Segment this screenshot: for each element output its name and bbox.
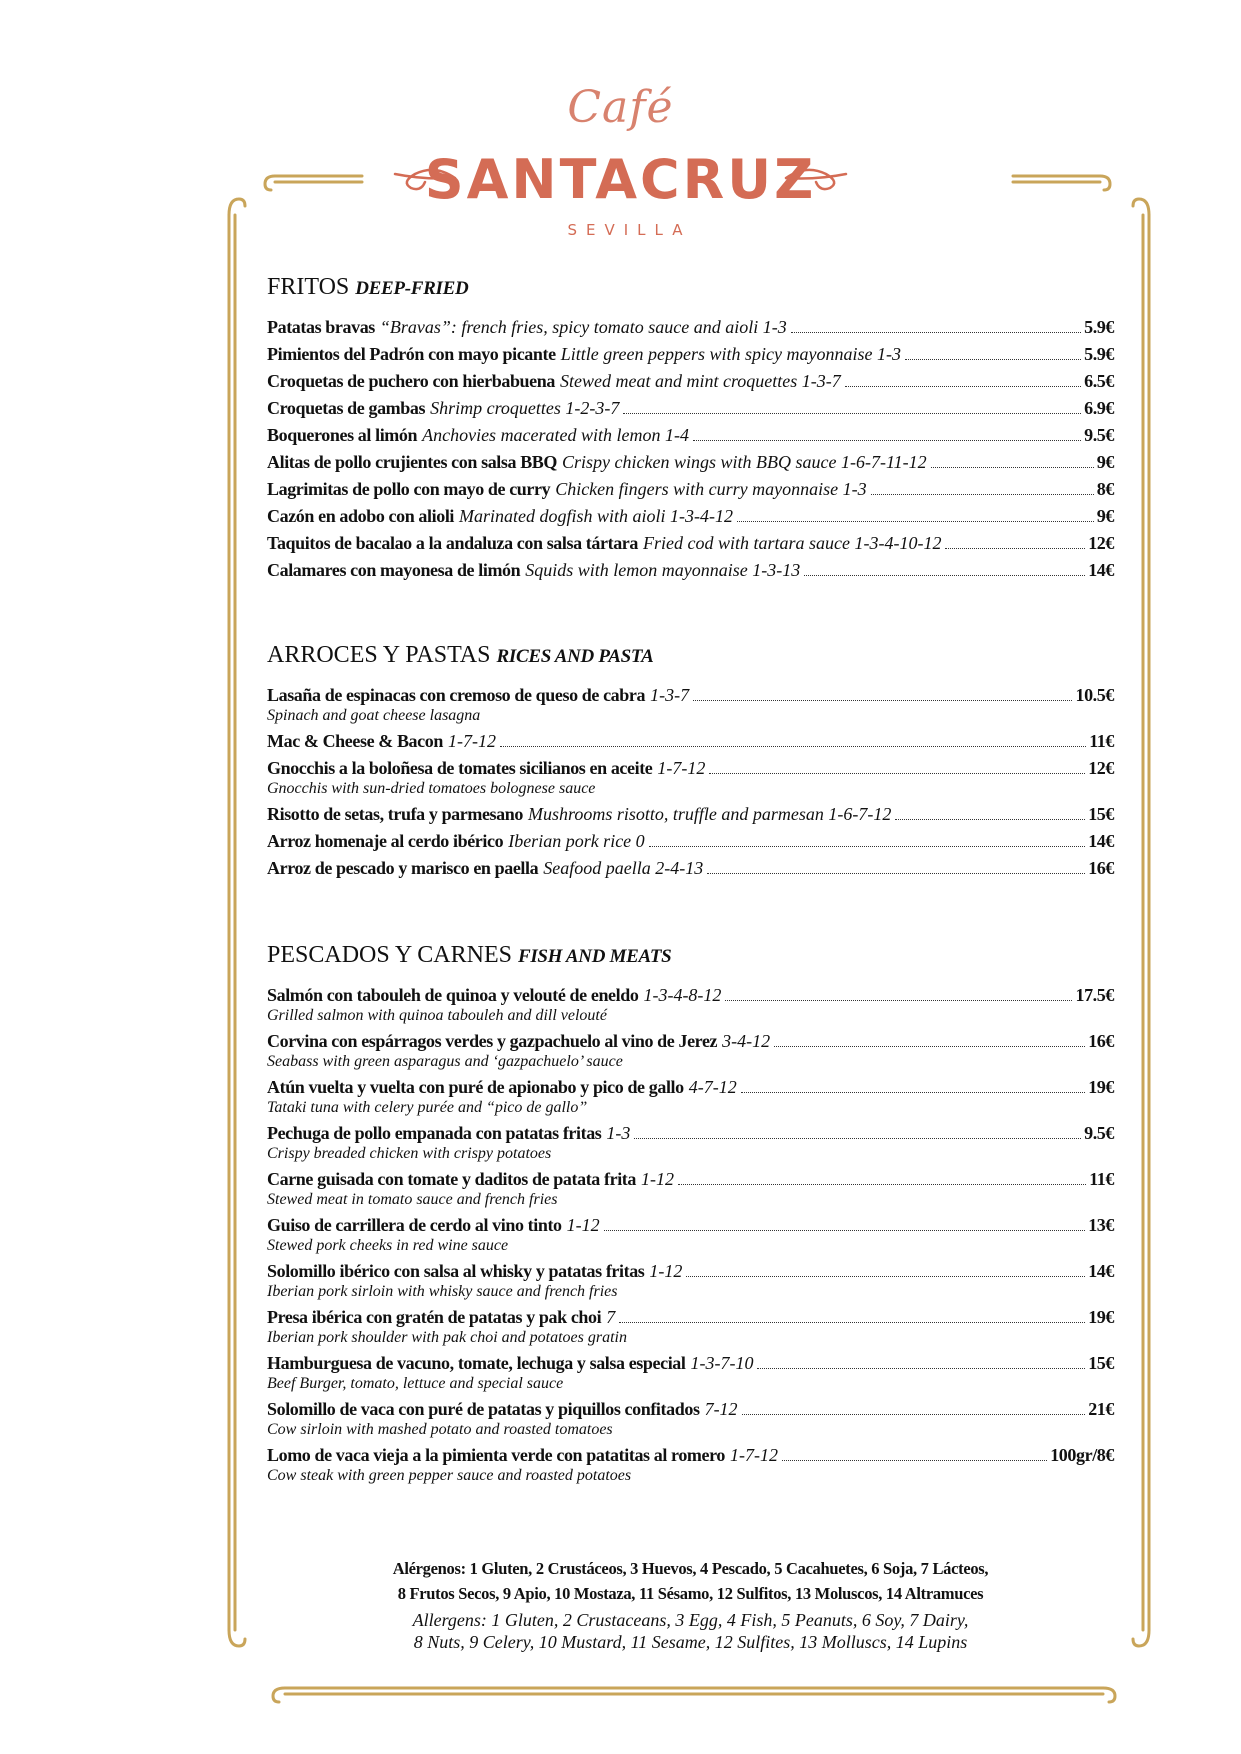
menu-item-row bbox=[267, 1304, 1114, 1331]
dish-name: Lomo de vaca vieja a la pimienta verde con patatitas al romero bbox=[267, 1445, 725, 1465]
menu-item bbox=[267, 368, 1114, 395]
dot-leader bbox=[931, 467, 1094, 468]
dot-leader bbox=[845, 386, 1081, 387]
menu-item-row bbox=[267, 449, 1114, 476]
dish-description: 1-12 bbox=[649, 1261, 683, 1281]
menu-item-row bbox=[267, 1120, 1114, 1147]
menu-item bbox=[267, 1442, 1114, 1485]
menu-item-row bbox=[267, 503, 1114, 530]
dish-price: 5.9€ bbox=[1084, 344, 1114, 364]
section-title-es: FRITOS bbox=[267, 274, 350, 300]
allergens-es-line: Alérgenos: 1 Gluten, 2 Crustáceos, 3 Huevos, 4 Pescado, 5 Cacahuetes, 6 Soja, 7 Lácteos, bbox=[392, 1559, 989, 1578]
dish-description: Fried cod with tartara sauce 1-3-4-10-12 bbox=[642, 533, 942, 553]
dish-name: Corvina con espárragos verdes y gazpachuelo al vino de Jerez bbox=[267, 1031, 718, 1051]
dot-leader bbox=[871, 494, 1094, 495]
menu-item bbox=[267, 503, 1114, 530]
dot-leader bbox=[774, 1046, 1085, 1047]
menu-item-row bbox=[267, 314, 1114, 341]
dish-name: Hamburguesa de vacuno, tomate, lechuga y salsa especial bbox=[267, 1353, 686, 1373]
dish-description: 1-12 bbox=[566, 1215, 600, 1235]
menu-item bbox=[267, 1120, 1114, 1163]
dot-leader bbox=[649, 846, 1086, 847]
dish-name: Arroz homenaje al cerdo ibérico bbox=[267, 831, 504, 851]
menu-item bbox=[267, 1304, 1114, 1347]
menu-item-row bbox=[267, 1166, 1114, 1193]
dot-leader bbox=[693, 440, 1081, 441]
menu-item bbox=[267, 422, 1114, 449]
menu-item-row bbox=[267, 557, 1114, 584]
dish-price: 21€ bbox=[1088, 1399, 1114, 1419]
dish-price: 9€ bbox=[1096, 506, 1114, 526]
dish-name: Salmón con tabouleh de quinoa y velouté de eneldo bbox=[267, 985, 639, 1005]
dish-name: Solomillo ibérico con salsa al whisky y patatas fritas bbox=[267, 1261, 645, 1281]
dish-price: 12€ bbox=[1088, 758, 1114, 778]
dish-price: 13€ bbox=[1088, 1215, 1114, 1235]
dish-english-name: Grilled salmon with quinoa tabouleh and dill velouté bbox=[267, 1007, 607, 1024]
dish-english-name: Cow steak with green pepper sauce and roasted potatoes bbox=[267, 1467, 632, 1484]
dot-leader bbox=[725, 1000, 1072, 1001]
dish-name: Risotto de setas, trufa y parmesano bbox=[267, 804, 523, 824]
dish-price: 15€ bbox=[1088, 1353, 1114, 1373]
section-title bbox=[267, 940, 1114, 972]
menu-item-row bbox=[267, 1258, 1114, 1285]
allergens-en-line: Allergens: 1 Gluten, 2 Crustaceans, 3 Egg, 4 Fish, 5 Peanuts, 6 Soy, 7 Dairy, bbox=[412, 1610, 969, 1630]
menu-item-row bbox=[267, 1350, 1114, 1377]
dish-name: Taquitos de bacalao a la andaluza con salsa tártara bbox=[267, 533, 638, 553]
menu-item-row bbox=[267, 1212, 1114, 1239]
menu-item-row bbox=[267, 395, 1114, 422]
section-title-en: FISH AND MEATS bbox=[517, 946, 672, 967]
dish-description: 7 bbox=[606, 1307, 616, 1327]
menu-item-row bbox=[267, 422, 1114, 449]
dish-description: 1-7-12 bbox=[657, 758, 706, 778]
dish-price: 11€ bbox=[1089, 731, 1114, 751]
logo-cafe-script: Café bbox=[567, 82, 674, 133]
dish-description: Seafood paella 2-4-13 bbox=[543, 858, 704, 878]
dish-english-name: Iberian pork shoulder with pak choi and potatoes gratin bbox=[267, 1329, 627, 1346]
dish-description: 1-12 bbox=[641, 1169, 674, 1189]
allergens-es-line: 8 Frutos Secos, 9 Apio, 10 Mostaza, 11 Sésamo, 12 Sulfitos, 13 Moluscos, 14 Altramuces bbox=[397, 1584, 984, 1603]
menu-items bbox=[267, 982, 1114, 1485]
dish-english-name: Cow sirloin with mashed potato and roasted tomatoes bbox=[267, 1421, 613, 1438]
allergens-es bbox=[267, 1556, 1114, 1606]
dish-description: 1-7-12 bbox=[447, 731, 496, 751]
menu-item-row bbox=[267, 476, 1114, 503]
dish-price: 10.5€ bbox=[1075, 685, 1114, 705]
dot-leader bbox=[741, 1092, 1085, 1093]
dish-price: 15€ bbox=[1088, 804, 1114, 824]
menu-item-row bbox=[267, 801, 1114, 828]
menu-item-row bbox=[267, 341, 1114, 368]
menu-item bbox=[267, 476, 1114, 503]
dish-price: 5.9€ bbox=[1084, 317, 1114, 337]
dish-english-name: Seabass with green asparagus and ‘gazpachuelo’ sauce bbox=[267, 1053, 623, 1070]
menu-item-row bbox=[267, 530, 1114, 557]
dish-name: Croquetas de gambas bbox=[267, 398, 426, 418]
dish-description: 4-7-12 bbox=[688, 1077, 737, 1097]
dish-english-name: Stewed meat in tomato sauce and french fries bbox=[267, 1191, 558, 1208]
dish-description: Mushrooms risotto, truffle and parmesan 1-6-7-12 bbox=[527, 804, 892, 824]
dish-name: Calamares con mayonesa de limón bbox=[267, 560, 521, 580]
menu-item bbox=[267, 1074, 1114, 1117]
menu-item bbox=[267, 1258, 1114, 1301]
menu-item bbox=[267, 828, 1114, 855]
allergens-en bbox=[267, 1609, 1114, 1653]
dot-leader bbox=[737, 521, 1094, 522]
menu-item bbox=[267, 449, 1114, 476]
section-title bbox=[267, 272, 1114, 304]
dot-leader bbox=[623, 413, 1081, 414]
dot-leader bbox=[604, 1230, 1086, 1231]
dish-description: Marinated dogfish with aioli 1-3-4-12 bbox=[459, 506, 734, 526]
menu-item bbox=[267, 557, 1114, 584]
menu-item-row bbox=[267, 855, 1114, 882]
logo-city: SEVILLA bbox=[567, 221, 692, 239]
menu-item-row bbox=[267, 368, 1114, 395]
menu-item-row bbox=[267, 828, 1114, 855]
dish-english-name: Gnocchis with sun-dried tomatoes bolognese sauce bbox=[267, 780, 596, 797]
section-title-es: PESCADOS Y CARNES bbox=[267, 942, 512, 968]
dot-leader bbox=[709, 773, 1085, 774]
menu-item-row bbox=[267, 982, 1114, 1009]
dish-name: Patatas bravas bbox=[267, 317, 375, 337]
dish-description: 1-3-7 bbox=[650, 685, 690, 705]
dish-price: 100gr/8€ bbox=[1050, 1445, 1114, 1465]
dish-name: Lasaña de espinacas con cremoso de queso de cabra bbox=[267, 685, 646, 705]
dish-name: Croquetas de puchero con hierbabuena bbox=[267, 371, 555, 391]
dish-description: 1-3 bbox=[606, 1123, 631, 1143]
dish-description: Chicken fingers with curry mayonnaise 1-3 bbox=[555, 479, 867, 499]
dish-name: Lagrimitas de pollo con mayo de curry bbox=[267, 479, 551, 499]
dish-price: 14€ bbox=[1088, 560, 1114, 580]
dish-description: 3-4-12 bbox=[722, 1031, 771, 1051]
menu-item bbox=[267, 1166, 1114, 1209]
dish-description: Anchovies macerated with lemon 1-4 bbox=[422, 425, 690, 445]
dish-name: Carne guisada con tomate y daditos de patata frita bbox=[267, 1169, 636, 1189]
dish-description: 1-3-7-10 bbox=[690, 1353, 754, 1373]
menu-item bbox=[267, 682, 1114, 725]
allergens-note bbox=[267, 1556, 1114, 1653]
dish-english-name: Stewed pork cheeks in red wine sauce bbox=[267, 1237, 509, 1254]
dish-description: Stewed meat and mint croquettes 1-3-7 bbox=[559, 371, 841, 391]
menu-items bbox=[267, 314, 1114, 584]
menu-item bbox=[267, 530, 1114, 557]
menu-item bbox=[267, 728, 1114, 755]
dish-price: 14€ bbox=[1088, 1261, 1114, 1281]
dish-english-name: Iberian pork sirloin with whisky sauce and french fries bbox=[267, 1283, 618, 1300]
dish-name: Atún vuelta y vuelta con puré de apionabo y pico de gallo bbox=[267, 1077, 684, 1097]
section-pescados bbox=[267, 940, 1114, 1488]
dish-name: Boquerones al limón bbox=[267, 425, 418, 445]
dish-description: 1-3-4-8-12 bbox=[643, 985, 722, 1005]
dish-description: Crispy chicken wings with BBQ sauce 1-6-7-11-12 bbox=[562, 452, 927, 472]
menu-item-row bbox=[267, 1396, 1114, 1423]
dish-description: Shrimp croquettes 1-2-3-7 bbox=[430, 398, 620, 418]
dish-description: “Bravas”: french fries, spicy tomato sauce and aioli 1-3 bbox=[379, 317, 787, 337]
section-title-en: DEEP-FRIED bbox=[355, 278, 469, 299]
dish-name: Guiso de carrillera de cerdo al vino tinto bbox=[267, 1215, 562, 1235]
menu-item bbox=[267, 801, 1114, 828]
dish-price: 17.5€ bbox=[1075, 985, 1114, 1005]
dot-leader bbox=[742, 1414, 1086, 1415]
dish-price: 12€ bbox=[1088, 533, 1114, 553]
menu-item bbox=[267, 855, 1114, 882]
dish-price: 8€ bbox=[1096, 479, 1114, 499]
dot-leader bbox=[619, 1322, 1085, 1323]
dish-name: Presa ibérica con gratén de patatas y pak choi bbox=[267, 1307, 602, 1327]
section-arroces bbox=[267, 640, 1114, 882]
section-title bbox=[267, 640, 1114, 672]
dish-price: 19€ bbox=[1088, 1307, 1114, 1327]
section-title-es: ARROCES Y PASTAS bbox=[267, 642, 491, 668]
dish-price: 9.5€ bbox=[1084, 425, 1114, 445]
menu-item-row bbox=[267, 682, 1114, 709]
dish-name: Gnocchis a la boloñesa de tomates sicilianos en aceite bbox=[267, 758, 653, 778]
dish-english-name: Spinach and goat cheese lasagna bbox=[267, 707, 481, 724]
menu-item bbox=[267, 1212, 1114, 1255]
dot-leader bbox=[707, 873, 1085, 874]
dish-price: 9.5€ bbox=[1084, 1123, 1114, 1143]
menu-item-row bbox=[267, 1028, 1114, 1055]
dot-leader bbox=[804, 575, 1085, 576]
menu-item-row bbox=[267, 1074, 1114, 1101]
menu-item bbox=[267, 314, 1114, 341]
dish-price: 6.5€ bbox=[1084, 371, 1114, 391]
menu-item bbox=[267, 982, 1114, 1025]
dot-leader bbox=[500, 746, 1086, 747]
menu-item bbox=[267, 1350, 1114, 1393]
dish-name: Alitas de pollo crujientes con salsa BBQ bbox=[267, 452, 558, 472]
dot-leader bbox=[634, 1138, 1081, 1139]
section-title-en: RICES AND PASTA bbox=[496, 646, 654, 667]
dish-price: 14€ bbox=[1088, 831, 1114, 851]
menu-item-row bbox=[267, 1442, 1114, 1469]
menu-item bbox=[267, 755, 1114, 798]
dish-price: 16€ bbox=[1088, 1031, 1114, 1051]
logo-brand-name: SANTACRUZ bbox=[424, 148, 817, 211]
dot-leader bbox=[693, 700, 1072, 701]
dish-english-name: Tataki tuna with celery purée and “pico de gallo” bbox=[267, 1099, 588, 1116]
dish-description: Little green peppers with spicy mayonnaise 1-3 bbox=[560, 344, 901, 364]
dish-description: 7-12 bbox=[704, 1399, 738, 1419]
dish-english-name: Beef Burger, tomato, lettuce and special sauce bbox=[267, 1375, 564, 1392]
dish-price: 16€ bbox=[1088, 858, 1114, 878]
menu-item bbox=[267, 1396, 1114, 1439]
dish-name: Solomillo de vaca con puré de patatas y piquillos confitados bbox=[267, 1399, 700, 1419]
menu-items bbox=[267, 682, 1114, 882]
dot-leader bbox=[791, 332, 1081, 333]
dish-name: Arroz de pescado y marisco en paella bbox=[267, 858, 539, 878]
section-fritos bbox=[267, 272, 1114, 584]
dish-name: Mac & Cheese & Bacon bbox=[267, 731, 443, 751]
dish-price: 11€ bbox=[1089, 1169, 1114, 1189]
dish-price: 19€ bbox=[1088, 1077, 1114, 1097]
menu-item-row bbox=[267, 755, 1114, 782]
dot-leader bbox=[757, 1368, 1085, 1369]
menu-item bbox=[267, 1028, 1114, 1071]
dish-name: Pechuga de pollo empanada con patatas fritas bbox=[267, 1123, 602, 1143]
dot-leader bbox=[782, 1460, 1047, 1461]
dish-name: Pimientos del Padrón con mayo picante bbox=[267, 344, 556, 364]
dot-leader bbox=[905, 359, 1081, 360]
dot-leader bbox=[945, 548, 1085, 549]
dish-price: 9€ bbox=[1096, 452, 1114, 472]
dot-leader bbox=[678, 1184, 1086, 1185]
dish-description: Iberian pork rice 0 bbox=[508, 831, 645, 851]
dish-description: 1-7-12 bbox=[729, 1445, 778, 1465]
dot-leader bbox=[895, 819, 1085, 820]
menu-item bbox=[267, 395, 1114, 422]
menu-item bbox=[267, 341, 1114, 368]
dish-price: 6.9€ bbox=[1084, 398, 1114, 418]
dish-name: Cazón en adobo con alioli bbox=[267, 506, 455, 526]
allergens-en-line: 8 Nuts, 9 Celery, 10 Mustard, 11 Sesame, 12 Sulfites, 13 Molluscs, 14 Lupins bbox=[413, 1632, 968, 1652]
menu-item-row bbox=[267, 728, 1114, 755]
dish-description: Squids with lemon mayonnaise 1-3-13 bbox=[525, 560, 801, 580]
dot-leader bbox=[686, 1276, 1085, 1277]
dish-english-name: Crispy breaded chicken with crispy potatoes bbox=[267, 1145, 552, 1162]
